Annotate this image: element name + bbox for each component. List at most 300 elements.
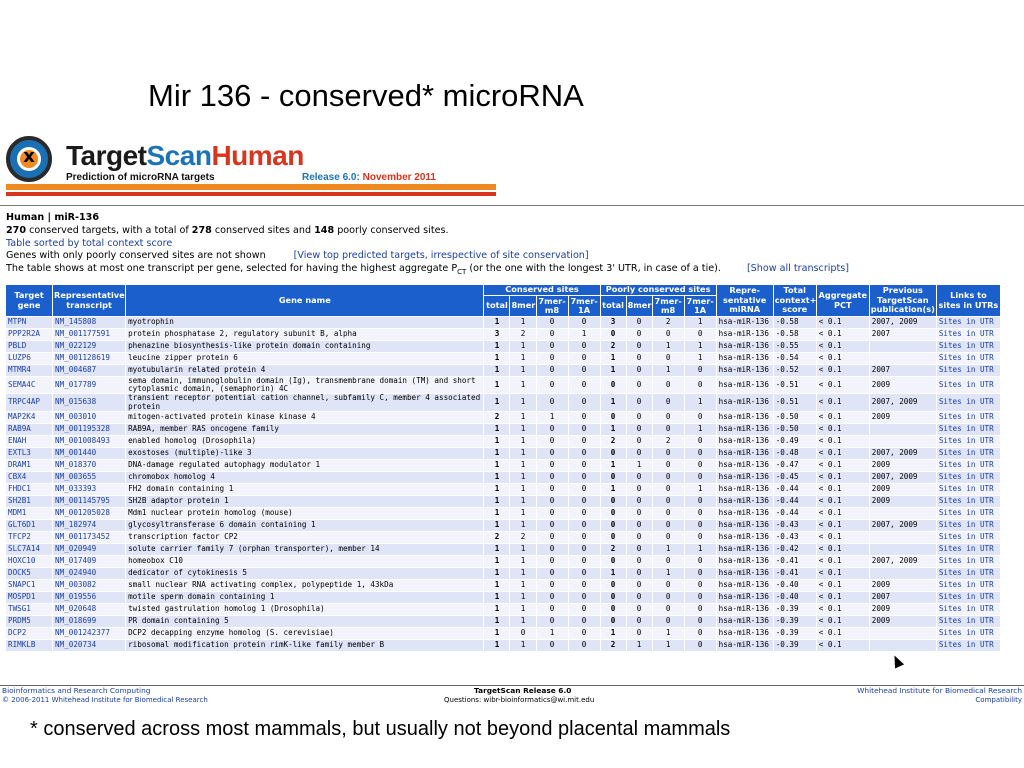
mirna-cell: hsa-miR-136 (717, 436, 773, 447)
transcript-link[interactable]: NM_001173452 (53, 532, 125, 543)
poor-7mer-1a: 1 (685, 544, 716, 555)
sites-in-utr-link[interactable]: Sites in UTR (937, 472, 1000, 483)
conserved-7mer-m8: 0 (537, 520, 568, 531)
poor-total: 1 (601, 484, 626, 495)
conserved-7mer-1a: 0 (569, 341, 600, 352)
gene-link[interactable]: FHDC1 (6, 484, 52, 495)
sites-in-utr-link[interactable]: Sites in UTR (937, 353, 1000, 364)
conserved-7mer-1a: 1 (569, 329, 600, 340)
mirna-cell: hsa-miR-136 (717, 341, 773, 352)
table-row (6, 544, 1000, 555)
poor-7mer-m8: 2 (653, 436, 684, 447)
poor-8mer: 0 (627, 448, 652, 459)
conserved-7mer-1a: 0 (569, 580, 600, 591)
gene-link[interactable]: LUZP6 (6, 353, 52, 364)
transcript-link[interactable]: NM_003082 (53, 580, 125, 591)
conserved-7mer-1a: 0 (569, 394, 600, 410)
conserved-total: 1 (484, 628, 509, 639)
gene-link[interactable]: TWSG1 (6, 604, 52, 615)
transcript-link[interactable]: NM_145808 (53, 317, 125, 328)
poor-8mer: 0 (627, 592, 652, 603)
conserved-8mer: 2 (510, 329, 535, 340)
poor-7mer-m8: 0 (653, 532, 684, 543)
table-row (6, 365, 1000, 376)
mirna-cell: hsa-miR-136 (717, 484, 773, 495)
gene-link[interactable]: MTMR4 (6, 365, 52, 376)
gene-name-cell: sema domain, immunoglobulin domain (Ig), transmembrane domain (TM) and short cytoplasmic domain, (semaphorin) 4C (126, 377, 483, 393)
conserved-total: 1 (484, 592, 509, 603)
poor-7mer-m8: 0 (653, 329, 684, 340)
conserved-7mer-1a: 0 (569, 484, 600, 495)
transcript-link[interactable]: NM_020734 (53, 640, 125, 651)
gene-name-cell: glycosyltransferase 6 domain containing 1 (126, 520, 483, 531)
col-rep-transcript: Representative transcript (53, 285, 125, 316)
gene-link[interactable]: CBX4 (6, 472, 52, 483)
conserved-7mer-1a: 0 (569, 460, 600, 471)
mirna-cell: hsa-miR-136 (717, 394, 773, 410)
gene-name-cell: dedicator of cytokinesis 5 (126, 568, 483, 579)
transcript-link[interactable]: NM_018370 (53, 460, 125, 471)
conserved-7mer-m8: 0 (537, 568, 568, 579)
context-score-cell: -0.39 (774, 616, 816, 627)
results-info (6, 212, 849, 279)
table-row (6, 568, 1000, 579)
poor-7mer-1a: 1 (685, 317, 716, 328)
sites-in-utr-link[interactable]: Sites in UTR (937, 329, 1000, 340)
poor-7mer-1a: 1 (685, 394, 716, 410)
aggregate-pct-cell: < 0.1 (817, 317, 869, 328)
poor-7mer-1a: 0 (685, 472, 716, 483)
mirna-cell: hsa-miR-136 (717, 544, 773, 555)
poor-7mer-1a: 0 (685, 628, 716, 639)
sites-in-utr-link[interactable]: Sites in UTR (937, 484, 1000, 495)
table-row (6, 377, 1000, 393)
gene-link[interactable]: RAB9A (6, 424, 52, 435)
publication-cell: 2007, 2009 (870, 472, 936, 483)
gene-name-cell: SH2B adaptor protein 1 (126, 496, 483, 507)
poor-7mer-m8: 0 (653, 616, 684, 627)
poor-7mer-m8: 0 (653, 592, 684, 603)
transcript-link[interactable]: NM_017409 (53, 556, 125, 567)
poor-7mer-1a: 0 (685, 412, 716, 423)
transcript-link[interactable]: NM_003010 (53, 412, 125, 423)
slide-title: Mir 136 - conserved* microRNA (148, 78, 584, 113)
gene-name-cell: Mdm1 nuclear protein homolog (mouse) (126, 508, 483, 519)
targetscan-emblem-icon: x (6, 136, 52, 182)
poor-7mer-1a: 0 (685, 460, 716, 471)
publication-cell (870, 436, 936, 447)
poor-7mer-1a: 0 (685, 616, 716, 627)
poor-7mer-m8: 0 (653, 484, 684, 495)
conserved-8mer: 0 (510, 628, 535, 639)
poor-8mer: 0 (627, 616, 652, 627)
gene-link[interactable]: MAP2K4 (6, 412, 52, 423)
sites-in-utr-link[interactable]: Sites in UTR (937, 592, 1000, 603)
sites-in-utr-link[interactable]: Sites in UTR (937, 508, 1000, 519)
poor-7mer-1a: 0 (685, 448, 716, 459)
poor-7mer-1a: 0 (685, 592, 716, 603)
sort-by-context-link[interactable]: Table sorted by total context score (6, 237, 173, 249)
sites-in-utr-link[interactable]: Sites in UTR (937, 568, 1000, 579)
conserved-7mer-m8: 0 (537, 329, 568, 340)
col-p-7mer-m8: 7mer-m8 (654, 295, 682, 315)
release-label: Release 6.0: November 2011 (302, 172, 436, 183)
conserved-7mer-m8: 0 (537, 377, 568, 393)
sites-in-utr-link[interactable]: Sites in UTR (937, 628, 1000, 639)
gene-link[interactable]: SH2B1 (6, 496, 52, 507)
aggregate-pct-cell: < 0.1 (817, 448, 869, 459)
poor-7mer-1a: 0 (685, 329, 716, 340)
sites-in-utr-link[interactable]: Sites in UTR (937, 460, 1000, 471)
poor-total: 0 (601, 377, 626, 393)
gene-link[interactable]: SEMA4C (6, 377, 52, 393)
mirna-cell: hsa-miR-136 (717, 592, 773, 603)
conserved-7mer-m8: 0 (537, 424, 568, 435)
sites-in-utr-link[interactable]: Sites in UTR (937, 341, 1000, 352)
poor-total: 0 (601, 592, 626, 603)
col-aggregate-pct: Aggregate PCT (817, 285, 869, 316)
conserved-total: 1 (484, 436, 509, 447)
transcript-link[interactable]: NM_001195328 (53, 424, 125, 435)
col-target-gene: Target gene (6, 285, 52, 316)
table-row (6, 496, 1000, 507)
footer-brc-link[interactable]: Bioinformatics and Research Computing (2, 686, 151, 695)
publication-cell: 2007, 2009 (870, 317, 936, 328)
publication-cell: 2009 (870, 484, 936, 495)
conserved-total: 1 (484, 377, 509, 393)
transcript-link[interactable]: NM_017789 (53, 377, 125, 393)
gene-link[interactable]: PPP2R2A (6, 329, 52, 340)
aggregate-pct-cell: < 0.1 (817, 544, 869, 555)
transcript-link[interactable]: NM_182974 (53, 520, 125, 531)
poor-total: 0 (601, 329, 626, 340)
sites-in-utr-link[interactable]: Sites in UTR (937, 317, 1000, 328)
conserved-7mer-1a: 0 (569, 436, 600, 447)
conserved-8mer: 1 (510, 377, 535, 393)
sites-in-utr-link[interactable]: Sites in UTR (937, 377, 1000, 393)
poor-7mer-m8: 1 (653, 568, 684, 579)
mirna-cell: hsa-miR-136 (717, 317, 773, 328)
transcript-link[interactable]: NM_001440 (53, 448, 125, 459)
gene-name-cell: RAB9A, member RAS oncogene family (126, 424, 483, 435)
conserved-total: 1 (484, 544, 509, 555)
poor-7mer-m8: 0 (653, 520, 684, 531)
view-top-predicted-link[interactable]: [View top predicted targets, irrespective of site conservation] (293, 250, 589, 262)
logo-orange-bar (6, 184, 496, 190)
transcript-link[interactable]: NM_018699 (53, 616, 125, 627)
conserved-7mer-1a: 0 (569, 520, 600, 531)
conserved-total: 1 (484, 394, 509, 410)
col-c-total: total (484, 296, 509, 316)
gene-link[interactable]: MOSPD1 (6, 592, 52, 603)
col-c-8mer: 8mer (510, 296, 535, 316)
sites-in-utr-link[interactable]: Sites in UTR (937, 640, 1000, 651)
sites-in-utr-link[interactable]: Sites in UTR (937, 604, 1000, 615)
gene-link[interactable]: DRAM1 (6, 460, 52, 471)
poor-7mer-1a: 1 (685, 424, 716, 435)
aggregate-pct-cell: < 0.1 (817, 556, 869, 567)
aggregate-pct-cell: < 0.1 (817, 628, 869, 639)
transcript-link[interactable]: NM_001177591 (53, 329, 125, 340)
conserved-7mer-m8: 0 (537, 556, 568, 567)
transcript-link[interactable]: NM_033393 (53, 484, 125, 495)
poor-7mer-1a: 1 (685, 341, 716, 352)
aggregate-pct-cell: < 0.1 (817, 640, 869, 651)
mirna-cell: hsa-miR-136 (717, 377, 773, 393)
poor-total: 3 (601, 317, 626, 328)
publication-cell: 2007, 2009 (870, 394, 936, 410)
conserved-7mer-1a: 0 (569, 568, 600, 579)
poor-7mer-1a: 0 (685, 508, 716, 519)
publication-cell: 2007, 2009 (870, 520, 936, 531)
mirna-cell: hsa-miR-136 (717, 329, 773, 340)
poor-7mer-1a: 1 (685, 484, 716, 495)
aggregate-pct-cell: < 0.1 (817, 616, 869, 627)
aggregate-pct-cell: < 0.1 (817, 341, 869, 352)
conserved-7mer-1a: 0 (569, 640, 600, 651)
sites-in-utr-link[interactable]: Sites in UTR (937, 580, 1000, 591)
conserved-8mer: 1 (510, 448, 535, 459)
conserved-total: 2 (484, 532, 509, 543)
conserved-8mer: 1 (510, 353, 535, 364)
footer-questions[interactable]: Questions: wibr-bioinformatics@wi.mit.edu (444, 696, 595, 704)
mirna-cell: hsa-miR-136 (717, 628, 773, 639)
publication-cell (870, 640, 936, 651)
sites-in-utr-link[interactable]: Sites in UTR (937, 412, 1000, 423)
poor-7mer-1a: 0 (685, 436, 716, 447)
poor-8mer: 0 (627, 365, 652, 376)
aggregate-pct-cell: < 0.1 (817, 520, 869, 531)
gene-link[interactable]: EXTL3 (6, 448, 52, 459)
poor-7mer-m8: 0 (653, 604, 684, 615)
conserved-7mer-1a: 0 (569, 365, 600, 376)
gene-link[interactable]: DOCK5 (6, 568, 52, 579)
poor-8mer: 1 (627, 460, 652, 471)
gene-link[interactable]: SLC7A14 (6, 544, 52, 555)
table-row (6, 394, 1000, 410)
poor-8mer: 0 (627, 496, 652, 507)
conserved-total: 1 (484, 508, 509, 519)
poor-7mer-m8: 1 (653, 640, 684, 651)
conserved-7mer-1a: 0 (569, 377, 600, 393)
sites-in-utr-link[interactable]: Sites in UTR (937, 436, 1000, 447)
footer-copyright: © 2006-2011 Whitehead Institute for Biomedical Research (2, 696, 208, 704)
transcript-link[interactable]: NM_019556 (53, 592, 125, 603)
context-score-cell: -0.40 (774, 592, 816, 603)
gene-link[interactable]: TFCP2 (6, 532, 52, 543)
mirna-cell: hsa-miR-136 (717, 520, 773, 531)
context-score-cell: -0.45 (774, 472, 816, 483)
col-p-total: total (601, 296, 626, 316)
sites-in-utr-link[interactable]: Sites in UTR (937, 496, 1000, 507)
gene-link[interactable]: RIMKLB (6, 640, 52, 651)
gene-link[interactable]: TRPC4AP (6, 394, 52, 410)
gene-name-cell: phenazine biosynthesis-like protein domain containing (126, 341, 483, 352)
aggregate-pct-cell: < 0.1 (817, 568, 869, 579)
transcript-link[interactable]: NM_024940 (53, 568, 125, 579)
poor-8mer: 0 (627, 484, 652, 495)
poor-8mer: 0 (627, 604, 652, 615)
sites-in-utr-link[interactable]: Sites in UTR (937, 520, 1000, 531)
conserved-total: 1 (484, 496, 509, 507)
transcript-link[interactable]: NM_020648 (53, 604, 125, 615)
publication-cell (870, 341, 936, 352)
conserved-total: 1 (484, 640, 509, 651)
gene-link[interactable]: SNAPC1 (6, 580, 52, 591)
col-rep-mirna: Repre-sentative miRNA (717, 285, 773, 316)
aggregate-pct-cell: < 0.1 (817, 394, 869, 410)
poor-7mer-m8: 0 (653, 508, 684, 519)
conserved-7mer-m8: 0 (537, 544, 568, 555)
conserved-8mer: 1 (510, 394, 535, 410)
context-score-cell: -0.43 (774, 532, 816, 543)
transcript-link[interactable]: NM_001128619 (53, 353, 125, 364)
mirna-cell: hsa-miR-136 (717, 580, 773, 591)
gene-name-cell: twisted gastrulation homolog 1 (Drosophila) (126, 604, 483, 615)
gene-link[interactable]: GLT6D1 (6, 520, 52, 531)
conserved-total: 1 (484, 317, 509, 328)
sites-in-utr-link[interactable]: Sites in UTR (937, 424, 1000, 435)
footer-whitehead-link[interactable]: Whitehead Institute for Biomedical Research (857, 686, 1022, 695)
table-row (6, 329, 1000, 340)
gene-link[interactable]: MTPN (6, 317, 52, 328)
aggregate-pct-cell: < 0.1 (817, 436, 869, 447)
poor-7mer-m8: 0 (653, 353, 684, 364)
poor-8mer: 0 (627, 341, 652, 352)
context-score-cell: -0.39 (774, 604, 816, 615)
conserved-8mer: 1 (510, 544, 535, 555)
transcript-link[interactable]: NM_001205028 (53, 508, 125, 519)
poor-8mer: 0 (627, 412, 652, 423)
conserved-7mer-m8: 0 (537, 484, 568, 495)
poor-7mer-m8: 0 (653, 394, 684, 410)
context-score-cell: -0.49 (774, 436, 816, 447)
table-row (6, 592, 1000, 603)
sites-in-utr-link[interactable]: Sites in UTR (937, 394, 1000, 410)
conserved-7mer-1a: 0 (569, 532, 600, 543)
conserved-total: 2 (484, 412, 509, 423)
gene-link[interactable]: MDM1 (6, 508, 52, 519)
show-all-transcripts-link[interactable]: [Show all transcripts] (746, 263, 850, 275)
conserved-7mer-m8: 0 (537, 580, 568, 591)
sites-in-utr-link[interactable]: Sites in UTR (937, 544, 1000, 555)
sites-in-utr-link[interactable]: Sites in UTR (937, 532, 1000, 543)
gene-link[interactable]: DCP2 (6, 628, 52, 639)
conserved-total: 1 (484, 365, 509, 376)
poor-7mer-m8: 1 (653, 628, 684, 639)
col-conserved-sites: Conserved sites (484, 285, 599, 295)
footer-compatibility-link[interactable]: Compatibility (975, 696, 1022, 704)
sites-in-utr-link[interactable]: Sites in UTR (937, 616, 1000, 627)
table-row (6, 424, 1000, 435)
table-row (6, 532, 1000, 543)
gene-link[interactable]: ENAH (6, 436, 52, 447)
conserved-8mer: 1 (510, 568, 535, 579)
col-gene-name: Gene name (126, 285, 483, 316)
context-score-cell: -0.58 (774, 317, 816, 328)
gene-link[interactable]: PBLD (6, 341, 52, 352)
sites-in-utr-link[interactable]: Sites in UTR (937, 556, 1000, 567)
mirna-cell: hsa-miR-136 (717, 640, 773, 651)
context-score-cell: -0.58 (774, 329, 816, 340)
transcript-link[interactable]: NM_020949 (53, 544, 125, 555)
conserved-7mer-1a: 0 (569, 496, 600, 507)
poor-total: 0 (601, 556, 626, 567)
conserved-7mer-m8: 0 (537, 616, 568, 627)
mirna-cell: hsa-miR-136 (717, 496, 773, 507)
transcript-link[interactable]: NM_003655 (53, 472, 125, 483)
mouse-cursor-icon (890, 653, 904, 668)
publication-cell (870, 508, 936, 519)
transcript-link[interactable]: NM_001242377 (53, 628, 125, 639)
transcript-link[interactable]: NM_015638 (53, 394, 125, 410)
conserved-7mer-1a: 0 (569, 544, 600, 555)
gene-name-cell: small nuclear RNA activating complex, polypeptide 1, 43kDa (126, 580, 483, 591)
conserved-7mer-m8: 0 (537, 436, 568, 447)
gene-name-cell: homeobox C10 (126, 556, 483, 567)
conserved-8mer: 1 (510, 317, 535, 328)
sites-in-utr-link[interactable]: Sites in UTR (937, 448, 1000, 459)
conserved-7mer-m8: 0 (537, 496, 568, 507)
poor-7mer-m8: 0 (653, 556, 684, 567)
poor-7mer-1a: 0 (685, 496, 716, 507)
genes-note: Genes with only poorly conserved sites are not shown (6, 250, 266, 262)
transcript-link[interactable]: NM_004687 (53, 365, 125, 376)
conserved-total: 3 (484, 329, 509, 340)
gene-name-cell: myotrophin (126, 317, 483, 328)
conserved-7mer-1a: 0 (569, 448, 600, 459)
conserved-7mer-m8: 1 (537, 628, 568, 639)
table-row (6, 353, 1000, 364)
aggregate-pct-cell: < 0.1 (817, 532, 869, 543)
transcript-link[interactable]: NM_001008493 (53, 436, 125, 447)
context-score-cell: -0.48 (774, 448, 816, 459)
mirna-cell: hsa-miR-136 (717, 556, 773, 567)
context-score-cell: -0.51 (774, 394, 816, 410)
mirna-cell: hsa-miR-136 (717, 604, 773, 615)
aggregate-pct-cell: < 0.1 (817, 604, 869, 615)
table-row (6, 628, 1000, 639)
poor-total: 2 (601, 640, 626, 651)
gene-name-cell: exostoses (multiple)-like 3 (126, 448, 483, 459)
poor-total: 1 (601, 460, 626, 471)
table-row (6, 580, 1000, 591)
targets-table (5, 284, 1001, 652)
targetscan-screenshot (0, 130, 1024, 708)
conserved-total: 1 (484, 472, 509, 483)
sites-in-utr-link[interactable]: Sites in UTR (937, 365, 1000, 376)
poor-total: 1 (601, 628, 626, 639)
transcript-link[interactable]: NM_001145795 (53, 496, 125, 507)
conserved-7mer-m8: 0 (537, 532, 568, 543)
conserved-8mer: 1 (510, 484, 535, 495)
poor-8mer: 0 (627, 394, 652, 410)
mirna-cell: hsa-miR-136 (717, 460, 773, 471)
gene-name-cell: solute carrier family 7 (orphan transporter), member 14 (126, 544, 483, 555)
conserved-8mer: 1 (510, 496, 535, 507)
poor-8mer: 0 (627, 472, 652, 483)
gene-link[interactable]: PRDM5 (6, 616, 52, 627)
aggregate-pct-cell: < 0.1 (817, 496, 869, 507)
poor-7mer-m8: 0 (653, 460, 684, 471)
gene-link[interactable]: HOXC10 (6, 556, 52, 567)
conserved-7mer-m8: 1 (537, 412, 568, 423)
table-row (6, 484, 1000, 495)
table-row (6, 472, 1000, 483)
species-heading: Human | miR-136 (6, 212, 100, 223)
slide-footnote: * conserved across most mammals, but usually not beyond placental mammals (30, 718, 731, 740)
transcript-link[interactable]: NM_022129 (53, 341, 125, 352)
